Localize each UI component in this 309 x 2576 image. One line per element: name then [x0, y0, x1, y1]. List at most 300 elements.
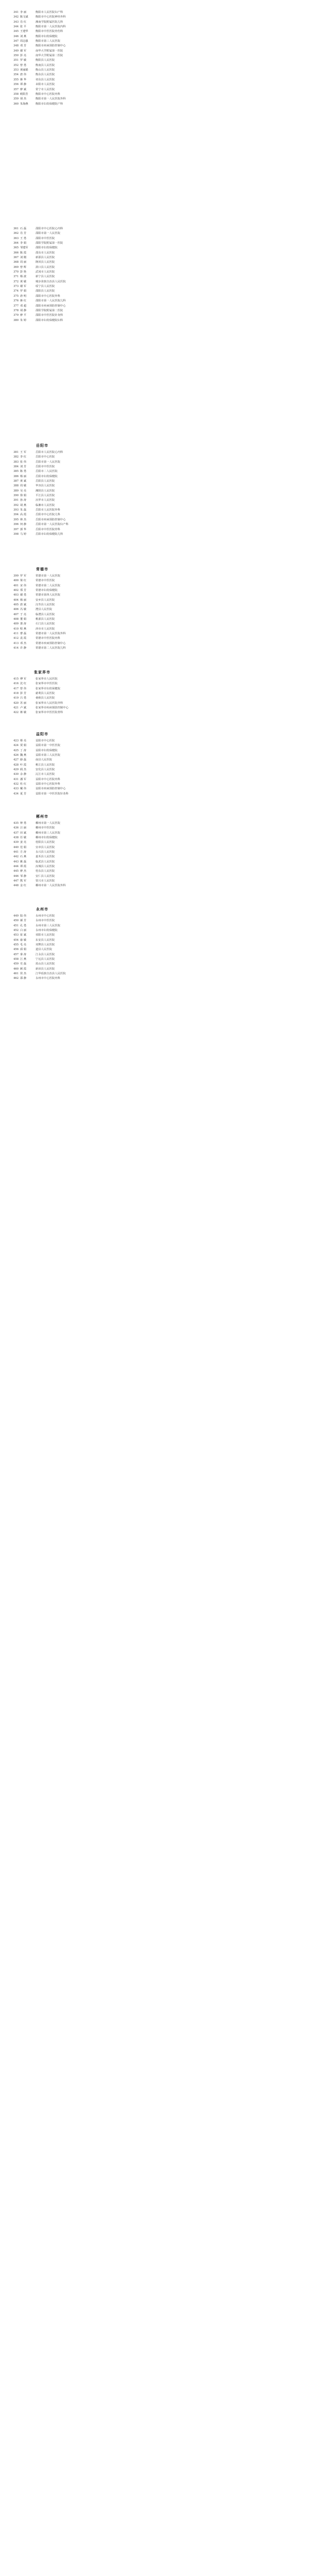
entry-number: 379 — [13, 314, 19, 317]
list-item — [11, 919, 197, 923]
entry-number: 455 — [13, 943, 19, 947]
list-item — [11, 632, 197, 636]
institution-name: 桂东县人民医院 — [36, 870, 55, 873]
list-item — [11, 484, 197, 488]
institution-name: 武冈市人民医院 — [36, 270, 55, 274]
list-item — [11, 821, 197, 826]
person-name: 黄丽娟 — [20, 69, 28, 72]
entry-number: 344 — [13, 25, 19, 29]
person-name: 谭 霞 — [20, 865, 27, 869]
institution-name: 津市市人民医院 — [36, 627, 55, 631]
list-item — [11, 636, 197, 641]
entry-number: 454 — [13, 938, 19, 942]
institution-name: 常德市第一人民医院 — [36, 574, 61, 578]
list-item — [11, 706, 197, 710]
entry-number: 449 — [13, 914, 19, 918]
entry-number: 441 — [13, 851, 19, 854]
institution-name: 岳阳市第一人民医院妇产科 — [36, 523, 69, 527]
person-name: 侯 杰 — [20, 972, 27, 976]
institution-name: 邵阳市中医医院 — [36, 236, 55, 240]
entry-number: 350 — [13, 54, 19, 58]
institution-name: 邵阳学院附属第二医院 — [36, 309, 63, 312]
person-name: 郝 芳 — [20, 919, 27, 923]
list-item — [11, 622, 197, 626]
institution-name: 益阳市妇幼保健院 — [36, 749, 58, 752]
list-item — [11, 603, 197, 607]
institution-name: 汉寿县人民医院 — [36, 603, 55, 607]
entry-number: 365 — [13, 246, 19, 250]
list-item — [11, 957, 197, 962]
entry-number: 458 — [13, 958, 19, 961]
person-name: 曹 磊 — [20, 632, 27, 636]
person-name: 郭 华 — [20, 528, 27, 531]
person-name: 史 磊 — [20, 962, 27, 966]
institution-name: 桃源县人民医院 — [36, 618, 55, 621]
list-item — [11, 933, 197, 938]
list-item — [11, 29, 197, 34]
entry-number: 375 — [13, 294, 19, 298]
list-item — [11, 251, 197, 256]
person-name: 罗 娟 — [20, 290, 27, 293]
person-name: 马 婷 — [20, 532, 27, 536]
person-name: 蒋 敏 — [20, 711, 27, 715]
institution-name: 慈利县人民医院 — [36, 692, 55, 696]
list-item — [11, 865, 197, 869]
entry-number: 436 — [13, 826, 19, 830]
section-heading: 郴州市 — [36, 814, 48, 819]
list-item — [11, 275, 197, 279]
entry-number: 447 — [13, 879, 19, 883]
list-item — [11, 928, 197, 933]
entry-number: 376 — [13, 299, 19, 303]
entry-number: 418 — [13, 692, 19, 696]
entry-number: 380 — [13, 318, 19, 322]
person-name: 李 红 — [20, 455, 27, 459]
entry-number: 424 — [13, 744, 19, 748]
institution-name: 衡阳市疾病预防控制中心 — [36, 44, 66, 48]
entry-number: 389 — [13, 489, 19, 493]
person-name: 姜 亮 — [20, 841, 27, 844]
entry-number: 366 — [13, 251, 19, 255]
person-name: 邹建军 — [20, 246, 28, 250]
person-name: 秦 涛 — [20, 953, 27, 956]
entry-number: 433 — [13, 787, 19, 791]
list-item — [11, 687, 197, 691]
list-item — [11, 696, 197, 701]
institution-name: 常德市妇幼保健院 — [36, 589, 58, 592]
person-name: 廖 杰 — [20, 870, 27, 873]
institution-name: 临澧县人民医院 — [36, 613, 55, 616]
person-name: 黄 敏 — [20, 280, 27, 283]
person-name: 宋 伟 — [20, 584, 27, 587]
entry-number: 357 — [13, 88, 19, 91]
institution-name: 岳阳市中医医院 — [36, 465, 55, 469]
institution-name: 岳阳市人民医院心内科 — [36, 451, 63, 454]
list-item — [11, 256, 197, 260]
person-name: 罗 军 — [20, 574, 27, 578]
list-item — [11, 15, 197, 20]
institution-name: 郴州市妇幼保健院 — [36, 836, 58, 840]
section-block — [11, 10, 197, 107]
section-block — [11, 814, 197, 889]
institution-name: 益阳市第一中医医院 — [36, 744, 61, 748]
person-name: 徐 娟 — [20, 494, 27, 498]
institution-name: 张家界市人民医院 — [36, 677, 58, 681]
institution-name: 石门县人民医院 — [36, 622, 55, 626]
institution-name: 常德市中医医院内科 — [36, 637, 61, 640]
list-item — [11, 88, 197, 92]
person-name: 薛 磊 — [20, 758, 27, 762]
entry-number: 440 — [13, 845, 19, 849]
institution-name: 邵阳市中医医院针灸科 — [36, 314, 63, 317]
institution-name: 湘南学院附属医院儿科 — [36, 20, 63, 24]
entry-number: 386 — [13, 474, 19, 478]
list-item — [11, 584, 197, 588]
institution-name: 安仁县人民医院 — [36, 874, 55, 878]
entry-number: 412 — [13, 637, 19, 640]
institution-name: 岳阳市二人民医院 — [36, 470, 58, 473]
institution-name: 衡阳市第一人民医院外科 — [36, 97, 66, 101]
entry-number: 406 — [13, 608, 19, 612]
entry-number: 404 — [13, 598, 19, 602]
section-block — [11, 567, 197, 651]
entry-number: 407 — [13, 613, 19, 616]
institution-name: 张家界市妇幼保健院 — [36, 687, 61, 690]
person-name: 孔 勇 — [20, 924, 27, 927]
entry-number: 358 — [13, 92, 19, 96]
list-item — [11, 265, 197, 270]
entry-number: 397 — [13, 528, 19, 531]
entry-number: 401 — [13, 584, 19, 587]
person-name: 周志强 — [20, 40, 28, 43]
list-item — [11, 677, 197, 682]
entry-number: 392 — [13, 503, 19, 507]
entry-number: 393 — [13, 509, 19, 512]
person-name: 石 磊 — [20, 227, 27, 230]
person-name: 陈 勇 — [20, 470, 27, 473]
list-item — [11, 710, 197, 715]
entry-number: 453 — [13, 934, 19, 937]
institution-name: 岳阳市中医医院骨科 — [36, 528, 61, 531]
entry-number: 384 — [13, 465, 19, 469]
entry-number: 374 — [13, 290, 19, 293]
person-name: 廖 平 — [20, 314, 27, 317]
institution-name: 岳阳市中心医院 — [36, 455, 55, 459]
person-name: 唐 斌 — [20, 603, 27, 607]
entry-number: 417 — [13, 687, 19, 690]
institution-name: 郴州市第三人民医院 — [36, 831, 61, 835]
entry-number: 373 — [13, 285, 19, 289]
institution-name: 常德市第二人民医院 — [36, 584, 61, 587]
person-name: 黄 斌 — [20, 480, 27, 483]
entry-number: 342 — [13, 15, 19, 19]
entry-number: 451 — [13, 924, 19, 927]
list-item — [11, 641, 197, 646]
entry-number: 429 — [13, 768, 19, 772]
institution-name: 衡阳市妇幼保健院 — [36, 35, 58, 38]
person-name: 阎 杰 — [20, 768, 27, 772]
list-item — [11, 874, 197, 879]
institution-name: 永州市中医医院 — [36, 919, 55, 923]
entry-number: 415 — [13, 677, 19, 681]
entry-number: 400 — [13, 579, 19, 583]
list-item — [11, 522, 197, 527]
entry-number: 382 — [13, 455, 19, 459]
list-item — [11, 768, 197, 772]
list-item — [11, 236, 197, 241]
person-name: 曾 勇 — [20, 63, 27, 67]
list-item — [11, 598, 197, 603]
institution-name: 安乡县人民医院 — [36, 598, 55, 602]
institution-name: 永州市中心医院 — [36, 914, 55, 918]
entry-number: 364 — [13, 242, 19, 245]
entry-number: 377 — [13, 304, 19, 308]
entry-number: 383 — [13, 460, 19, 464]
entry-number: 445 — [13, 870, 19, 873]
entry-number: 416 — [13, 682, 19, 686]
institution-name: 嘉禾县人民医院 — [36, 855, 55, 859]
institution-name: 益阳市第一中医医院针灸科 — [36, 792, 69, 795]
institution-name: 常宁市人民医院 — [36, 88, 55, 91]
list-item — [11, 58, 197, 63]
list-item — [11, 44, 197, 48]
entry-number: 452 — [13, 929, 19, 933]
person-name: 曾 辉 — [20, 265, 27, 269]
institution-name: 衡阳市中心医院内科 — [36, 92, 61, 96]
person-name: 萧 涛 — [20, 622, 27, 626]
list-item — [11, 646, 197, 651]
institution-name: 耒阳市人民医院 — [36, 83, 55, 87]
person-name: 曾 伟 — [20, 687, 27, 690]
list-item — [11, 78, 197, 82]
list-item — [11, 739, 197, 743]
list-item — [11, 494, 197, 498]
list-item — [11, 574, 197, 579]
person-name: 邱 娟 — [20, 948, 27, 952]
entry-number: 462 — [13, 977, 19, 980]
person-name: 任 敏 — [20, 836, 27, 840]
list-item — [11, 92, 197, 97]
entry-number: 370 — [13, 270, 19, 274]
entry-number: 398 — [13, 532, 19, 536]
person-name: 朱海燕 — [20, 102, 28, 106]
institution-name: 岳阳市中心医院儿科 — [36, 513, 61, 517]
list-item — [11, 579, 197, 583]
person-name: 罗 敏 — [20, 59, 27, 62]
institution-name: 衡阳市人民医院妇产科 — [36, 11, 63, 14]
entry-number: 443 — [13, 860, 19, 863]
person-name: 朱 婷 — [20, 318, 27, 322]
person-name: 沈 红 — [20, 682, 27, 686]
person-name: 丁 涛 — [20, 749, 27, 752]
institution-name: 永州市中心医院内科 — [36, 977, 61, 980]
list-item — [11, 309, 197, 313]
person-name: 李 娟 — [20, 242, 27, 245]
list-item — [11, 879, 197, 884]
entry-number: 408 — [13, 618, 19, 621]
institution-name: 邵阳市第一人民医院 — [36, 232, 61, 235]
list-item — [11, 976, 197, 981]
person-name: 孙 涛 — [20, 499, 27, 502]
person-name: 梁 红 — [20, 579, 27, 583]
entry-number: 348 — [13, 44, 19, 48]
institution-name: 邵阳市中心医院外科 — [36, 294, 61, 298]
person-name: 韩 丽 — [20, 598, 27, 602]
entry-number: 442 — [13, 855, 19, 859]
institution-name: 衡阳市妇幼保健院产科 — [36, 102, 63, 106]
entry-number: 387 — [13, 480, 19, 483]
institution-name: 南华大学附属第一医院 — [36, 49, 63, 53]
person-name: 吴 亮 — [20, 489, 27, 493]
list-item — [11, 498, 197, 503]
person-name: 林 杰 — [20, 518, 27, 521]
list-item — [11, 513, 197, 517]
list-item — [11, 39, 197, 44]
entry-number: 438 — [13, 836, 19, 840]
person-name: 卢 斌 — [20, 706, 27, 710]
institution-name: 新宁县人民医院 — [36, 275, 55, 279]
entry-number: 435 — [13, 822, 19, 825]
person-name: 邓 超 — [20, 304, 27, 308]
entry-number: 450 — [13, 919, 19, 923]
list-item — [11, 479, 197, 484]
list-item — [11, 313, 197, 318]
institution-name: 宁远县人民医院 — [36, 958, 55, 961]
person-name: 崔 斌 — [20, 934, 27, 937]
entry-number: 405 — [13, 603, 19, 607]
list-item — [11, 469, 197, 474]
entry-number: 403 — [13, 594, 19, 597]
institution-name: 邵东市人民医院 — [36, 251, 55, 255]
person-name: 方 涛 — [20, 851, 27, 854]
person-name: 唐 明 — [20, 294, 27, 298]
list-item — [11, 68, 197, 73]
person-name: 胡 静 — [20, 309, 27, 312]
institution-name: 桃江县人民医院 — [36, 763, 55, 767]
institution-name: 衡东县人民医院 — [36, 73, 55, 77]
person-name: 傅 军 — [20, 677, 27, 681]
list-item — [11, 97, 197, 101]
person-name: 肖 芳 — [20, 232, 27, 235]
institution-name: 蓝山县人民医院 — [36, 962, 55, 966]
list-item — [11, 914, 197, 919]
institution-name: 岳阳市人民医院外科 — [36, 509, 61, 512]
person-name: 肖 红 — [20, 20, 27, 24]
person-name: 石 燕 — [20, 855, 27, 859]
institution-name: 益阳市中心医院内科 — [36, 777, 61, 781]
list-item — [11, 860, 197, 865]
person-name: 刘 刚 — [20, 256, 27, 260]
institution-name: 澧县人民医院 — [36, 608, 53, 612]
list-item — [11, 82, 197, 87]
person-name: 汪 丽 — [20, 826, 27, 830]
institution-name: 邵阳市疾病预防控制中心 — [36, 304, 66, 308]
institution-name: 岳阳市妇幼保健院 — [36, 474, 58, 478]
list-item — [11, 227, 197, 231]
institution-name: 江永县人民医院 — [36, 953, 55, 956]
list-item — [11, 617, 197, 622]
entry-number: 437 — [13, 831, 19, 835]
person-name: 谭 静 — [20, 83, 27, 87]
person-name: 张 伟 — [20, 460, 27, 464]
entry-number: 360 — [13, 102, 19, 106]
list-item — [11, 850, 197, 855]
institution-name: 张家界市疾病预防控制中心 — [36, 706, 69, 710]
institution-name: 沅江市人民医院 — [36, 773, 55, 776]
section-block — [11, 670, 197, 716]
institution-name: 平江县人民医院 — [36, 494, 55, 498]
institution-name: 张家界市中医医院骨科 — [36, 711, 63, 715]
person-name: 刘 燕 — [20, 35, 27, 38]
entry-number: 420 — [13, 701, 19, 705]
entry-number: 347 — [13, 40, 19, 43]
entry-number: 460 — [13, 967, 19, 971]
entry-number: 352 — [13, 63, 19, 67]
institution-name: 湘阴县人民医院 — [36, 489, 55, 493]
list-item — [11, 284, 197, 289]
list-item — [11, 924, 197, 928]
institution-name: 东安县人民医院 — [36, 938, 55, 942]
entry-number: 355 — [13, 78, 19, 81]
institution-name: 邵阳市第一人民医院儿科 — [36, 299, 66, 303]
institution-name: 资兴市人民医院 — [36, 879, 55, 883]
person-name: 谢 勇 — [20, 594, 27, 597]
person-name: 董 娟 — [20, 618, 27, 621]
list-item — [11, 465, 197, 469]
institution-name: 岳阳县人民医院 — [36, 480, 55, 483]
entry-number: 421 — [13, 706, 19, 710]
person-name: 余 静 — [20, 773, 27, 776]
person-name: 胡 燕 — [20, 503, 27, 507]
list-item — [11, 884, 197, 888]
list-item — [11, 102, 197, 107]
person-name: 彭 艳 — [20, 270, 27, 274]
person-name: 蒋 华 — [20, 78, 27, 81]
entry-number: 351 — [13, 59, 19, 62]
institution-name: 衡阳市第一人民医院内科 — [36, 25, 66, 29]
section-block — [11, 227, 197, 323]
person-name: 杨 波 — [20, 275, 27, 279]
institution-name: 新邵县人民医院 — [36, 256, 55, 260]
list-item — [11, 20, 197, 25]
list-item — [11, 532, 197, 537]
institution-name: 永州市第三人民医院 — [36, 924, 61, 927]
institution-name: 益阳市中心医院外科 — [36, 783, 61, 786]
list-item — [11, 607, 197, 612]
list-item — [11, 450, 197, 455]
person-name: 邓 杰 — [20, 641, 27, 645]
institution-name: 益阳市疾病预防控制中心 — [36, 787, 66, 791]
person-name: 邵 静 — [20, 977, 27, 980]
list-item — [11, 691, 197, 696]
entry-number: 363 — [13, 236, 19, 240]
person-name: 袁 霞 — [20, 637, 27, 640]
institution-name: 永州市妇幼保健院 — [36, 929, 58, 933]
person-name: 李 丽 — [20, 11, 27, 14]
list-item — [11, 967, 197, 972]
list-item — [11, 777, 197, 782]
institution-name: 宜章县人民医院 — [36, 845, 55, 849]
list-item — [11, 972, 197, 976]
person-name: 谢 军 — [20, 49, 27, 53]
entry-number: 396 — [13, 523, 19, 527]
person-name: 姚 磊 — [20, 860, 27, 863]
institution-name: 衡南县人民医院 — [36, 63, 55, 67]
section-block — [11, 443, 197, 537]
entry-number: 434 — [13, 792, 19, 795]
list-item — [11, 947, 197, 952]
institution-name: 桂阳县人民医院 — [36, 841, 55, 844]
